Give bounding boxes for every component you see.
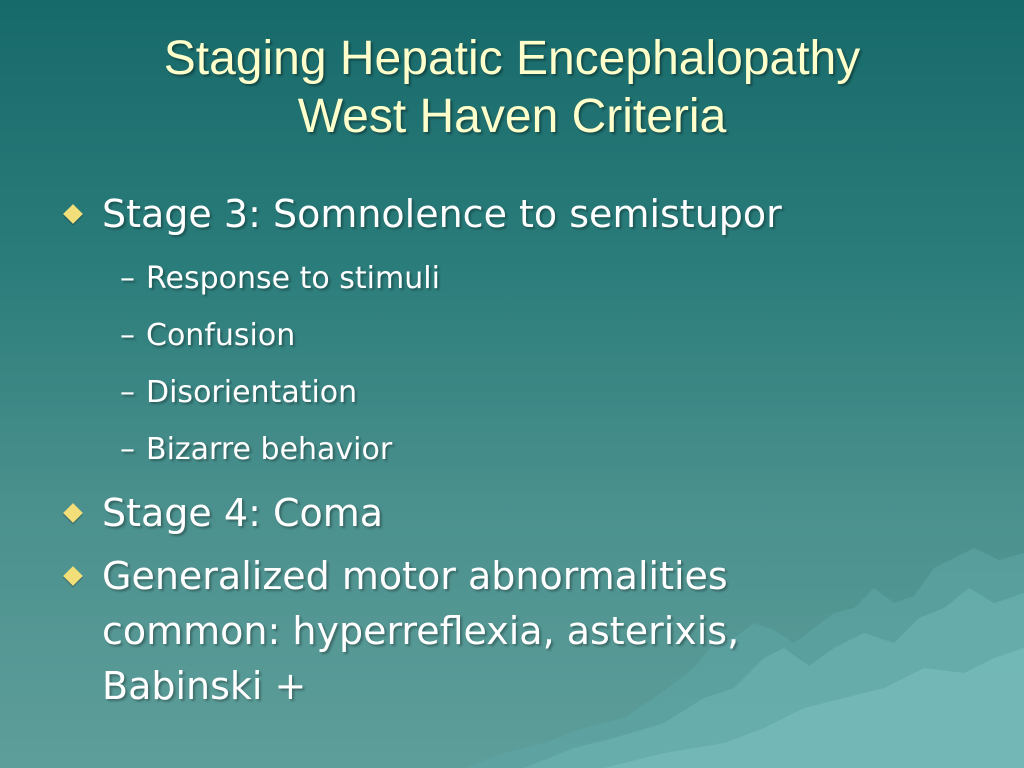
- subitem-disorientation: [64, 364, 964, 421]
- diamond-bullet-icon: [63, 204, 83, 224]
- slide-body: [64, 187, 964, 722]
- subitem-confusion: [64, 307, 964, 364]
- title-line-1: Staging Hepatic Encephalopathy: [163, 32, 861, 85]
- bullet-stage-3: [64, 187, 964, 242]
- subitem-text: Disorientation: [146, 375, 358, 410]
- dash-marker: –: [120, 261, 135, 296]
- subitem-text: Confusion: [146, 318, 296, 353]
- bullet-text: Stage 3: Somnolence to semistupor: [102, 192, 782, 236]
- title-line-2: West Haven Criteria: [297, 90, 727, 143]
- bullet-motor-abnormalities: [64, 549, 964, 714]
- bullet-line-1: Generalized motor abnormalities: [102, 554, 728, 598]
- slide-title: [0, 30, 1024, 146]
- subitem-bizarre-behavior: [64, 421, 964, 478]
- diamond-bullet-icon: [63, 503, 83, 523]
- bullet-text: Stage 4: Coma: [102, 491, 384, 535]
- subitem-response: [64, 250, 964, 307]
- subitem-text: Response to stimuli: [146, 261, 440, 296]
- dash-marker: –: [120, 375, 135, 410]
- dash-marker: –: [120, 318, 135, 353]
- subitem-text: Bizarre behavior: [146, 432, 393, 467]
- bullet-line-3: Babinski +: [102, 664, 307, 708]
- bullet-stage-4: [64, 486, 964, 541]
- bullet-line-2: common: hyperreflexia, asterixis,: [102, 609, 740, 653]
- diamond-bullet-icon: [63, 566, 83, 586]
- dash-marker: –: [120, 432, 135, 467]
- stage-3-sublist: [64, 250, 964, 478]
